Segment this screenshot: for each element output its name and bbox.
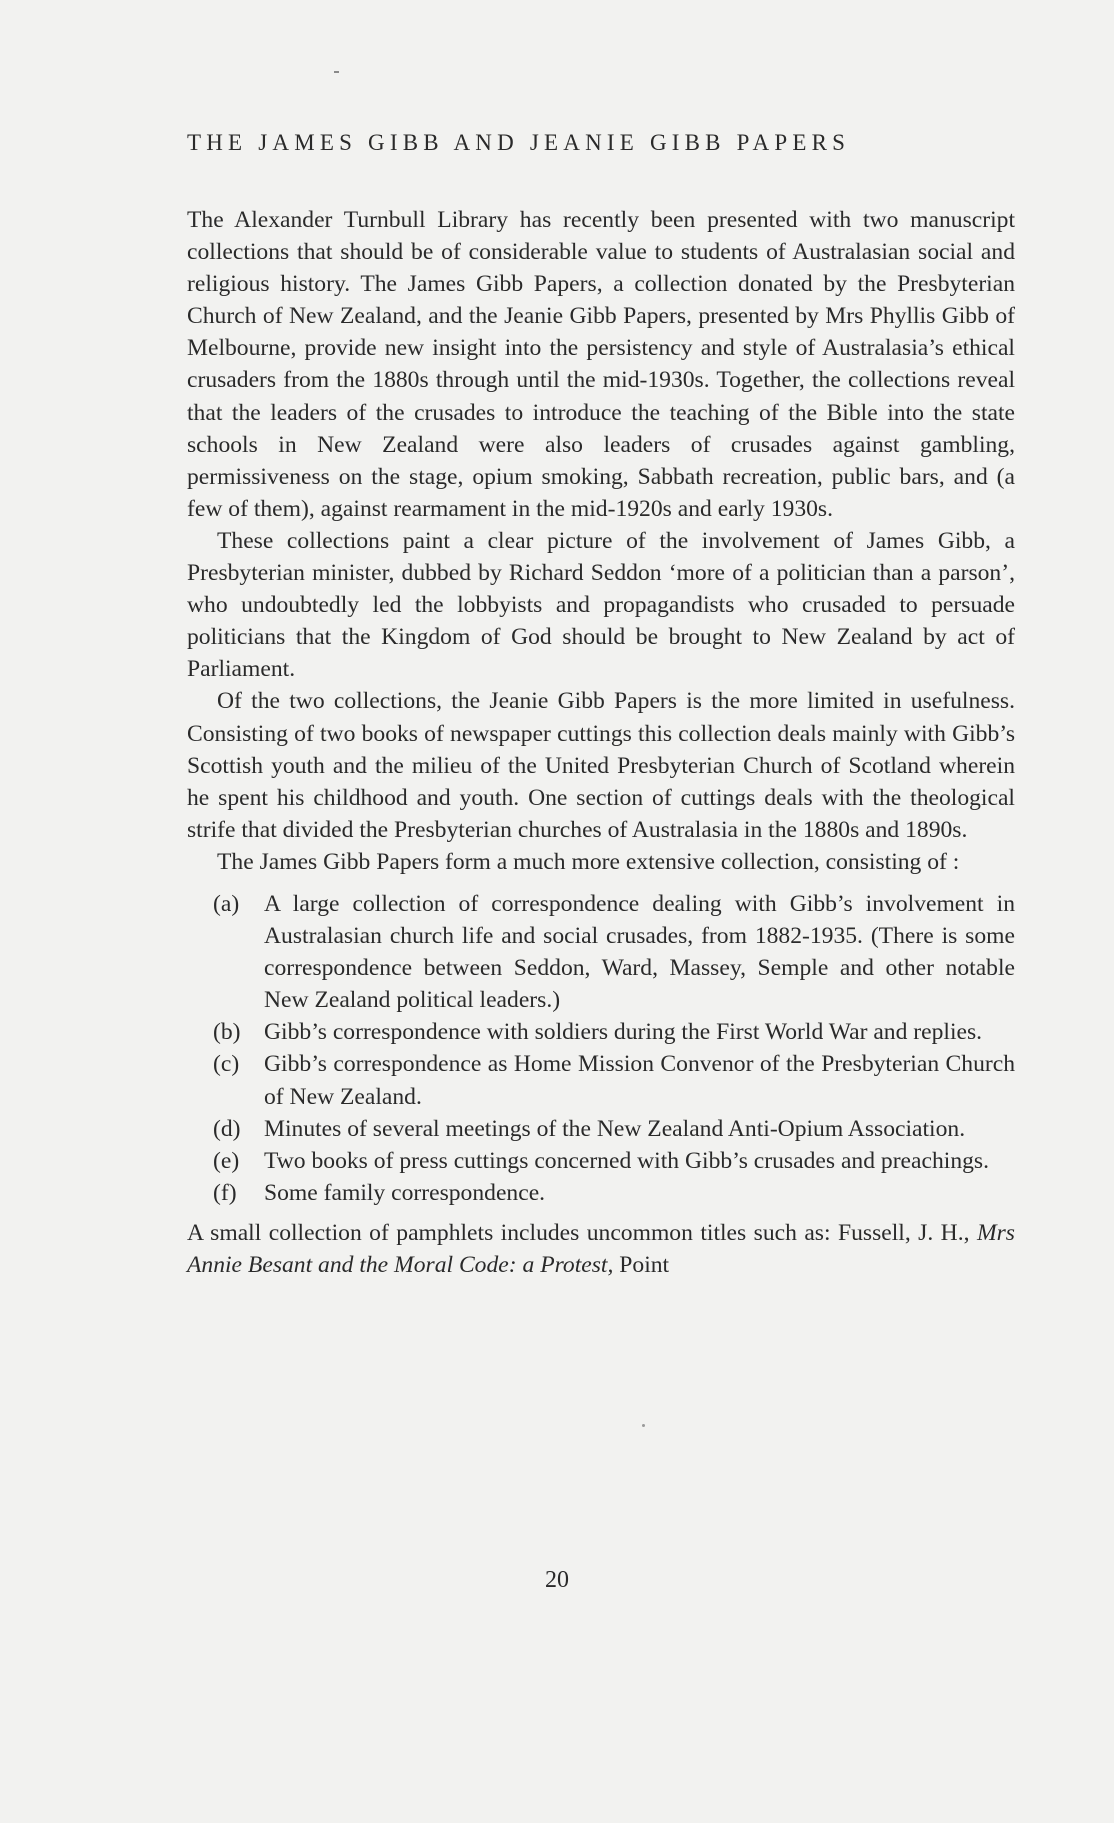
list-item: [187, 1048, 1015, 1112]
list-item-text: Two books of press cuttings concerned with Gibb’s crusades and preachings.: [264, 1147, 990, 1174]
paragraph-intro: The Alexander Turnbull Library has recently been presented with two manuscript collections that should be of considerable value to students of Australasian social and religious history. The James Gibb Papers, a collection donated by the Presbyterian Church of New Zealand, and the Jeanie Gibb Papers, presented by Mrs Phyllis Gibb of Melbourne, provide new insight into the persistency and style of Australasia’s ethical crusaders from the 1880s through until the mid-1930s. Together, the collections reveal that the leaders of the crusades to introduce the teaching of the Bible into the state schools in New Zealand were also leaders of crusades against gambling, permissiveness on the stage, opium smoking, Sabbath recreation, public bars, and (a few of them), against rearmament in the mid-1920s and early 1930s.: [187, 207, 1015, 522]
list-item-text: Gibb’s correspondence as Home Mission Convenor of the Presbyterian Church of New Zealand.: [264, 1051, 1015, 1110]
list-item-text: A large collection of correspondence dealing with Gibb’s involvement in Australasian church life and social crusades, from 1882-1935. (There is some correspondence between Seddon, Ward, Massey, Semple and other notable New Zealand political leaders.): [264, 890, 1015, 1014]
list-item-text: Gibb’s correspondence with soldiers during the First World War and replies.: [264, 1019, 983, 1046]
print-fleck: [334, 71, 339, 73]
print-speck: [642, 1424, 645, 1427]
collection-contents-list: [187, 888, 1015, 1209]
list-marker: (d): [213, 1115, 241, 1142]
list-item: [187, 1145, 1015, 1177]
pamphlet-title: Mrs Annie Besant and the Moral Code: a Protest,: [187, 1219, 1015, 1278]
paragraph-jeanie-gibb: Of the two collections, the Jeanie Gibb Papers is the more limited in usefulness. Consisting of two books of newspaper cuttings this collection deals mainly with Gibb’s Scottish youth and the milieu of the United Presbyterian Church of Scotland wherein he spent his childhood and youth. One section of cuttings deals with the theological strife that divided the Presbyterian churches of Australasia in the 1880s and 1890s.: [187, 688, 1015, 843]
document-page: [187, 130, 1015, 1281]
list-item: [187, 1113, 1015, 1145]
pamphlets-lead-text: A small collection of pamphlets includes uncommon titles such as: Fussell, J. H.,: [187, 1219, 977, 1246]
paragraph-pamphlets: [187, 1217, 1015, 1281]
article-title: THE JAMES GIBB AND JEANIE GIBB PAPERS: [187, 130, 851, 155]
list-item-text: Some family correspondence.: [264, 1179, 546, 1206]
list-marker: (a): [213, 890, 240, 917]
list-item: [187, 1177, 1015, 1209]
list-item: [187, 1016, 1015, 1048]
list-marker: (b): [213, 1019, 241, 1046]
list-marker: (c): [213, 1051, 240, 1078]
list-item-text: Minutes of several meetings of the New Zealand Anti-Opium Association.: [264, 1115, 966, 1142]
page-number: 20: [545, 1567, 569, 1593]
list-marker: (f): [213, 1179, 237, 1206]
paragraph-involvement: These collections paint a clear picture of the involvement of James Gibb, a Presbyterian minister, dubbed by Richard Seddon ‘more of a politician than a parson’, who undoubtedly led the lobbyists and propagandists who crusaded to persuade politicians that the Kingdom of God should be brought to New Zealand by act of Parliament.: [187, 527, 1015, 683]
paragraph-james-gibb: The James Gibb Papers form a much more extensive collection, consisting of :: [217, 848, 960, 875]
pamphlets-trailing-text: Point: [613, 1252, 670, 1278]
list-item: [187, 888, 1015, 1016]
list-marker: (e): [213, 1147, 240, 1174]
